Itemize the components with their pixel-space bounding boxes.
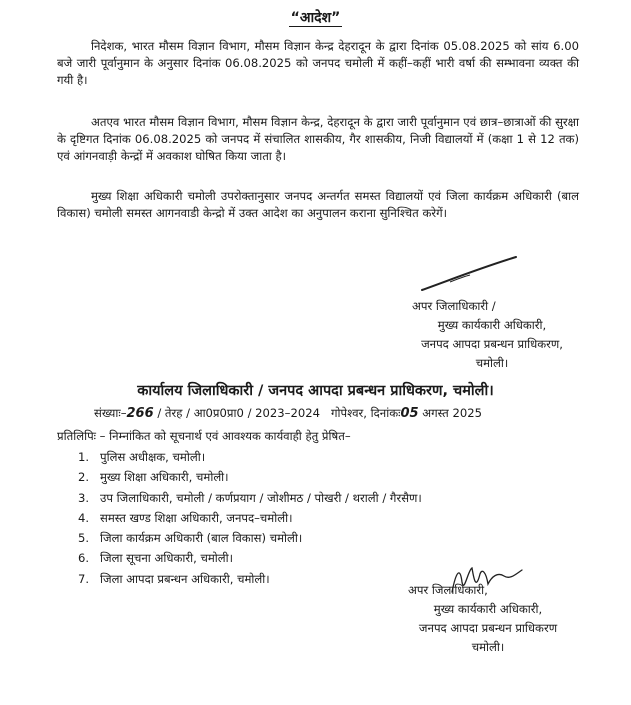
list-item: 7. जिला आपदा प्रबन्धन अधिकारी, चमोली। [78,571,270,586]
list-item: 3. उप जिलाधिकारी, चमोली / कर्णप्रयाग / जोशीमठ / पोखरी / थराली / गैरसैण। [78,490,422,505]
list-item: 2. मुख्य शिक्षा अधिकारी, चमोली। [78,470,229,485]
paragraph-forecast: निदेशक, भारत मौसम विज्ञान विभाग, मौसम विज्ञान केन्द्र देहरादून के द्वारा दिनांक 05.08.2025 को सांय 6.00 बजे जारी पूर्वानुमान के अनुसार दिनांक 06.08.2025 को जनपद चमोली में कहीं–कहीं भारी वर्षा की सम्भावना व्यक्त की गयी है। [57,39,579,87]
list-item: 5. जिला कार्यक्रम अधिकारी (बाल विकास) चमोली। [78,531,303,546]
reference-number: 266 [126,406,154,421]
list-item: 4. समस्त खण्ड शिक्षा अधिकारी, जनपद–चमोली। [78,510,293,525]
signature-stroke [420,254,520,294]
document-title: “आदेश” [290,10,341,26]
reference-line: संख्याः–266 / तेरह / आ0प्र0प्रा0 / 2023–2024 गोपेश्वर, दिनांकः05 अगस्त 2025 [94,406,482,421]
list-item: 1. पुलिस अधीक्षक, चमोली। [78,450,206,464]
recipient-list [78,447,422,589]
copy-to-line: प्रतिलिपिः – निम्नांकित को सूचनार्थ एवं आवश्यक कार्यवाही हेतु प्रेषित– [57,429,351,443]
paragraph-compliance: मुख्य शिक्षा अधिकारी चमोली उपरोक्तानुसार जनपद अन्तर्गत समस्त विद्यालयों एवं जिला कार्यक्रम अधिकारी (बाल विकास) चमोली समस्त आगनवाडी केन्द्रो में उक्त आदेश का अनुपालन कराना सुनिश्चित करेगें। [57,189,579,220]
signature-block-secondary: अपर जिलाधिकारी, मुख्य कार्यकारी अधिकारी, जनपद आपदा प्रबन्धन प्राधिकरण चमोली। [408,583,558,654]
paragraph-holiday-declaration: अतएव भारत मौसम विज्ञान विभाग, मौसम विज्ञान केन्द्र, देहरादून के द्वारा जारी पूर्वानुमान एवं छात्र–छात्राओं की सुरक्षा के दृष्टिगत दिनांक 06.08.2025 को जनपद में संचालित शासकीय, गैर शासकीय, निजी विद्यालयों में (कक्षा 1 से 12 तक) एवं आंगनवाड़ी केन्द्रों में अवकाश घोषित किया जाता है। [57,115,579,163]
signature-block-primary: अपर जिलाधिकारी / मुख्य कार्यकारी अधिकारी, जनपद आपदा प्रबन्धन प्राधिकरण, चमोली। [412,299,563,370]
reference-day: 05 [400,406,419,421]
list-item: 6. जिला सूचना अधिकारी, चमोली। [78,551,234,566]
office-heading: कार्यालय जिलाधिकारी / जनपद आपदा प्रबन्धन प्राधिकरण, चमोली। [137,383,494,399]
